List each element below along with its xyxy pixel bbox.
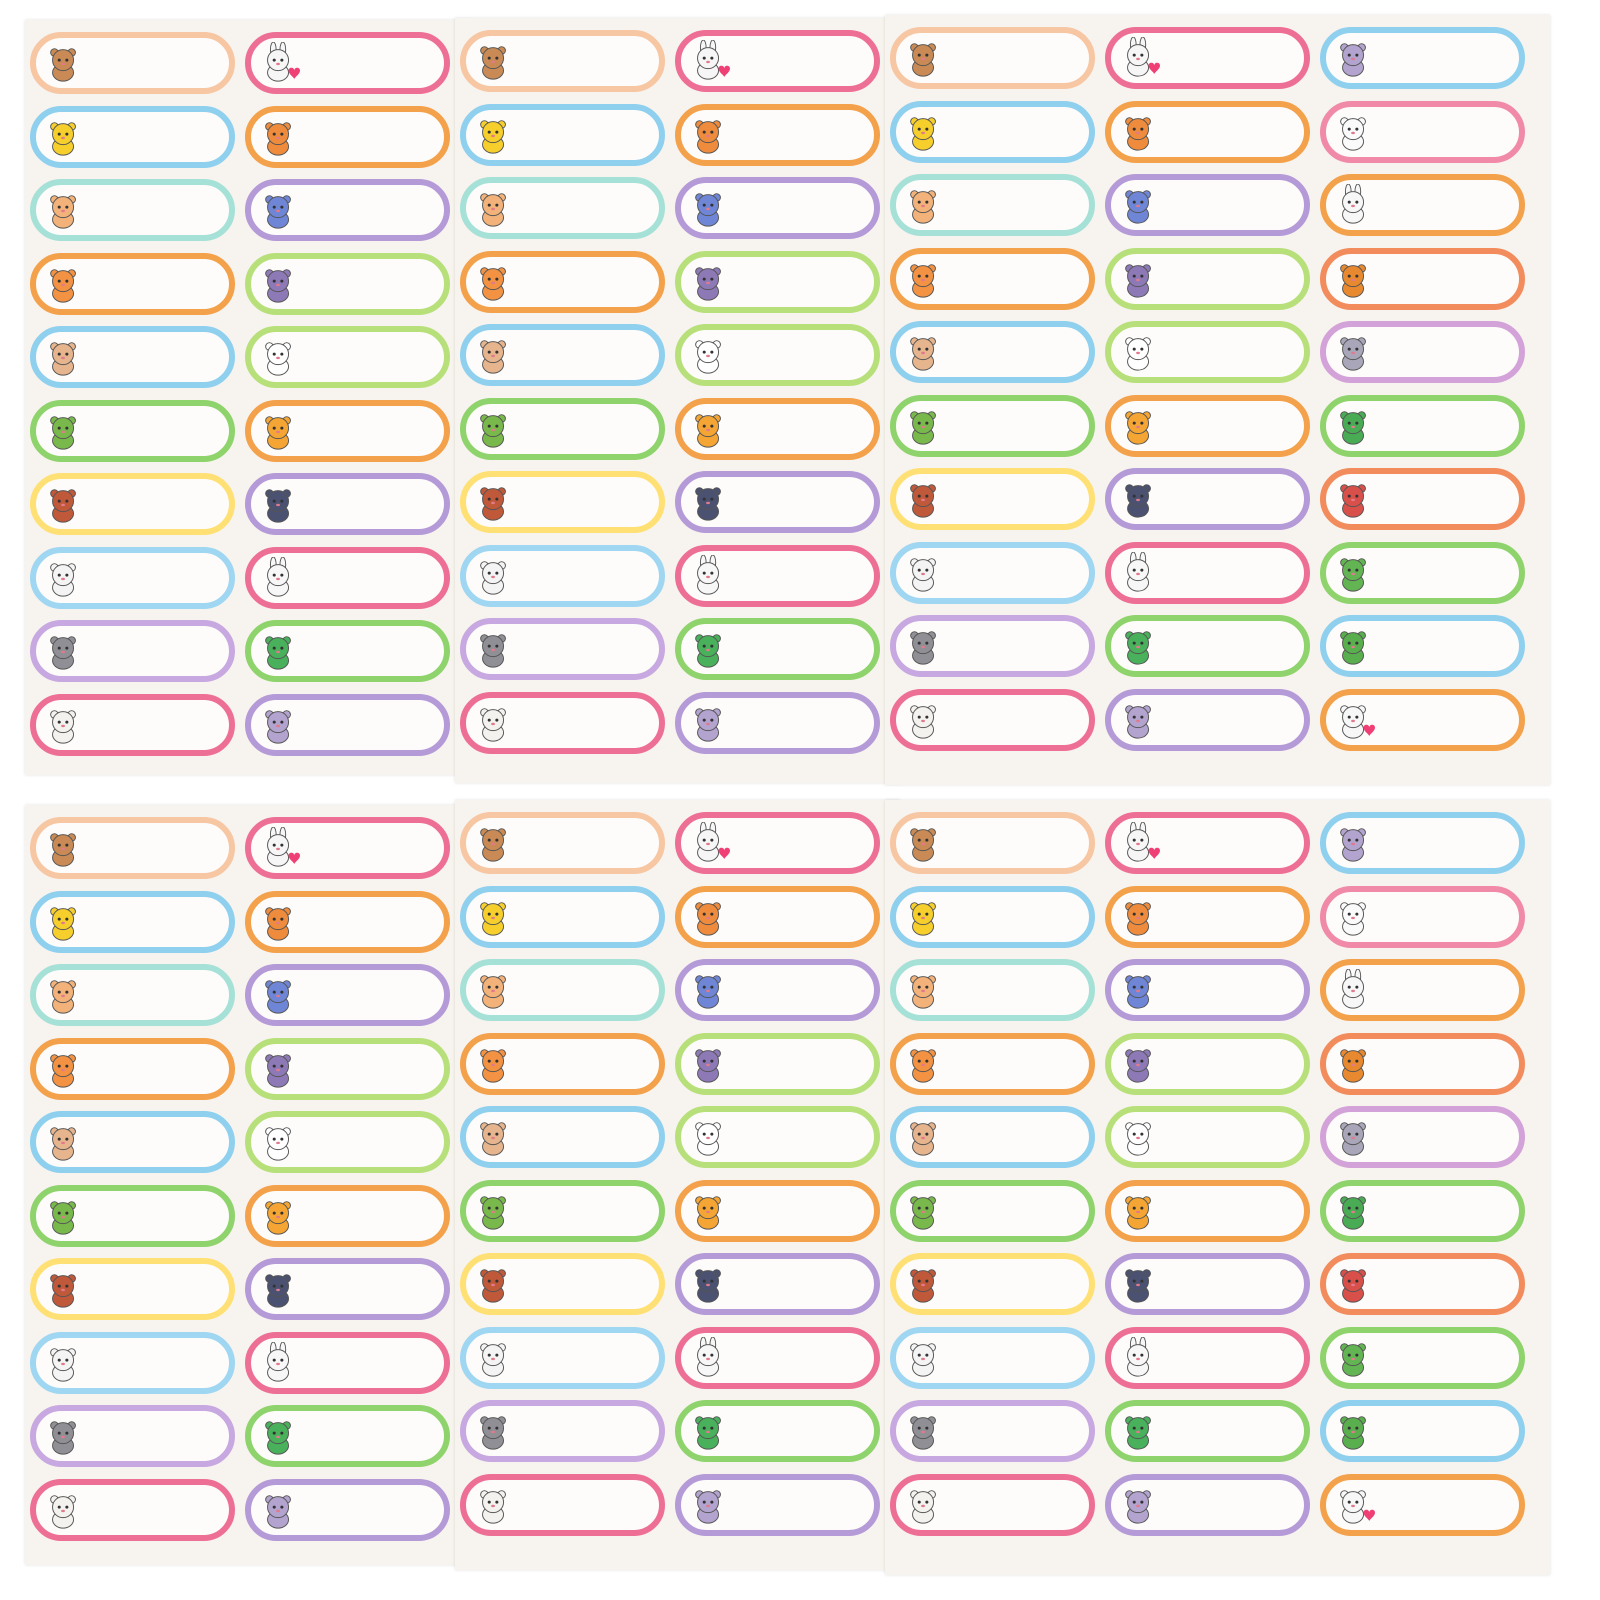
name-label-sticker [1105, 959, 1310, 1021]
name-label-sticker [675, 398, 880, 460]
sheet-bottom-middle [455, 800, 900, 1570]
name-label-sticker [245, 1038, 450, 1100]
name-label-sticker [460, 30, 665, 92]
white-cat-icon [1333, 111, 1375, 153]
name-label-sticker [245, 1405, 450, 1467]
bear-icon [903, 552, 945, 594]
name-label-sticker [675, 959, 880, 1021]
name-label-sticker [1105, 321, 1310, 383]
avocado-icon [473, 1190, 515, 1232]
name-label-sticker [890, 886, 1095, 948]
sheet-top-left [25, 20, 470, 775]
name-label-sticker [245, 547, 450, 609]
name-label-sticker [460, 886, 665, 948]
polar-bear-icon [43, 704, 85, 746]
name-label-sticker [890, 1180, 1095, 1242]
bear-icon [473, 1337, 515, 1379]
name-label-sticker [890, 615, 1095, 677]
avocado-icon [903, 405, 945, 447]
owl-icon [43, 827, 85, 869]
name-label-sticker [30, 179, 235, 241]
name-label-sticker [245, 1479, 450, 1541]
raccoon-icon [43, 1415, 85, 1457]
hamster-icon [43, 974, 85, 1016]
name-label-sticker [890, 395, 1095, 457]
sheet-bottom-right [885, 800, 1550, 1575]
name-label-sticker [460, 471, 665, 533]
panda-icon [258, 1121, 300, 1163]
name-label-sticker [1320, 27, 1525, 89]
name-label-sticker [245, 473, 450, 535]
name-label-sticker [890, 1400, 1095, 1462]
name-label-sticker [675, 104, 880, 166]
name-label-sticker [1105, 1474, 1310, 1536]
bear-icon [43, 557, 85, 599]
name-label-sticker [30, 106, 235, 168]
name-label-sticker [245, 1111, 450, 1173]
polar-bear-icon [473, 1484, 515, 1526]
name-label-sticker [890, 1106, 1095, 1168]
name-label-sticker [1320, 1253, 1525, 1315]
bear-icon [43, 1342, 85, 1384]
hamster-icon [903, 184, 945, 226]
polar-bear-icon [903, 1484, 945, 1526]
astronaut-ufo-icon [1118, 184, 1160, 226]
crocodile-icon [1333, 405, 1375, 447]
bee-icon [903, 111, 945, 153]
panda-icon [258, 336, 300, 378]
dinosaur-icon [1118, 111, 1160, 153]
name-label-sticker [460, 1180, 665, 1242]
monkey-banana-icon [43, 1268, 85, 1310]
sun-sunglasses-icon [1118, 405, 1160, 447]
name-label-sticker [460, 1400, 665, 1462]
monkey-banana-icon [903, 478, 945, 520]
astronaut-ufo-icon [258, 974, 300, 1016]
name-label-sticker [245, 1185, 450, 1247]
bunny-skate-icon [258, 1342, 300, 1384]
elephant-icon [1333, 822, 1375, 864]
name-label-sticker [460, 959, 665, 1021]
name-label-sticker [1320, 321, 1525, 383]
name-label-sticker [1105, 395, 1310, 457]
name-label-sticker [1105, 689, 1310, 751]
name-label-sticker [1320, 812, 1525, 874]
name-label-sticker [890, 101, 1095, 163]
name-label-sticker [460, 1327, 665, 1389]
name-label-sticker [890, 959, 1095, 1021]
bunny-heart-icon [258, 827, 300, 869]
name-label-sticker [1320, 615, 1525, 677]
cat-icon [1118, 1043, 1160, 1085]
name-label-sticker [30, 473, 235, 535]
dinosaur-icon [258, 901, 300, 943]
name-label-sticker [460, 545, 665, 607]
name-label-sticker [1320, 1327, 1525, 1389]
elephant-icon [1118, 699, 1160, 741]
bunny-heart-icon [688, 822, 730, 864]
name-label-sticker [460, 398, 665, 460]
panda-icon [688, 334, 730, 376]
owl-icon [473, 822, 515, 864]
white-cat-icon [1333, 896, 1375, 938]
name-label-sticker [890, 321, 1095, 383]
elephant-icon [1333, 37, 1375, 79]
penguin-icon [1118, 1263, 1160, 1305]
sloth-icon [43, 1121, 85, 1163]
hamster-icon [903, 969, 945, 1011]
cat-icon [688, 1043, 730, 1085]
avocado-icon [43, 410, 85, 452]
raccoon-icon [903, 625, 945, 667]
fox-icon [43, 263, 85, 305]
name-label-sticker [245, 964, 450, 1026]
monkey-banana-icon [473, 1263, 515, 1305]
name-label-sticker [460, 324, 665, 386]
name-label-sticker [460, 177, 665, 239]
sloth-icon [43, 336, 85, 378]
name-label-sticker [675, 1253, 880, 1315]
name-label-sticker [1320, 395, 1525, 457]
name-label-sticker [30, 964, 235, 1026]
name-label-sticker [1105, 1400, 1310, 1462]
cat-icon [258, 1048, 300, 1090]
avocado-icon [473, 408, 515, 450]
bear-icon [903, 1337, 945, 1379]
lion-icon [1333, 1043, 1375, 1085]
sheet-top-middle [455, 18, 900, 783]
raccoon-icon [473, 1410, 515, 1452]
bee-icon [903, 896, 945, 938]
name-label-sticker [890, 1253, 1095, 1315]
bunny-icon [1333, 184, 1375, 226]
elephant-icon [1118, 1484, 1160, 1526]
name-label-sticker [1320, 1033, 1525, 1095]
name-label-sticker [1320, 248, 1525, 310]
name-label-sticker [890, 1327, 1095, 1389]
turtle-skate-icon [1333, 625, 1375, 667]
turtle-skate-icon [1333, 1410, 1375, 1452]
name-label-sticker [30, 620, 235, 682]
crocodile-glasses-icon [1118, 1410, 1160, 1452]
fox-icon [903, 1043, 945, 1085]
name-label-sticker [675, 1180, 880, 1242]
name-label-sticker [675, 251, 880, 313]
name-label-sticker [30, 1111, 235, 1173]
cat-icon [1118, 258, 1160, 300]
name-label-sticker [1320, 1400, 1525, 1462]
name-label-sticker [30, 326, 235, 388]
name-label-sticker [1105, 886, 1310, 948]
sloth-icon [903, 331, 945, 373]
name-label-sticker [1105, 1253, 1310, 1315]
bunny-skate-icon [688, 1337, 730, 1379]
name-label-sticker [30, 400, 235, 462]
name-label-sticker [30, 1038, 235, 1100]
sloth-icon [473, 1116, 515, 1158]
bunny-skate-icon [688, 555, 730, 597]
cat-icon [258, 263, 300, 305]
crocodile-glasses-icon [258, 1415, 300, 1457]
crocodile-glasses-icon [688, 1410, 730, 1452]
elephant-icon [258, 1489, 300, 1531]
bee-icon [473, 896, 515, 938]
name-label-sticker [30, 1258, 235, 1320]
name-label-sticker [30, 1405, 235, 1467]
name-label-sticker [675, 812, 880, 874]
name-label-sticker [30, 32, 235, 94]
name-label-sticker [1320, 101, 1525, 163]
astronaut-ufo-icon [258, 189, 300, 231]
elephant-icon [688, 702, 730, 744]
name-label-sticker [675, 692, 880, 754]
name-label-sticker [675, 1400, 880, 1462]
panda-icon [1118, 331, 1160, 373]
name-label-sticker [1105, 1327, 1310, 1389]
bee-icon [43, 116, 85, 158]
name-label-sticker [675, 1033, 880, 1095]
hamster-icon [43, 189, 85, 231]
sun-sunglasses-icon [688, 1190, 730, 1232]
name-label-sticker [245, 400, 450, 462]
panda-icon [688, 1116, 730, 1158]
astronaut-ufo-icon [688, 187, 730, 229]
name-label-sticker [245, 817, 450, 879]
red-bear-icon [1333, 478, 1375, 520]
bunny-skate-icon [1118, 1337, 1160, 1379]
sun-sunglasses-icon [1118, 1190, 1160, 1232]
sloth-icon [473, 334, 515, 376]
name-label-sticker [460, 251, 665, 313]
crocodile-glasses-icon [688, 628, 730, 670]
name-label-sticker [30, 1479, 235, 1541]
hamster-icon [473, 969, 515, 1011]
name-label-sticker [1105, 27, 1310, 89]
owl-icon [903, 37, 945, 79]
name-label-sticker [460, 1033, 665, 1095]
name-label-sticker [460, 692, 665, 754]
name-label-sticker [245, 694, 450, 756]
penguin-icon [258, 483, 300, 525]
turtle-icon [1333, 1337, 1375, 1379]
name-label-sticker [1320, 886, 1525, 948]
name-label-sticker [460, 812, 665, 874]
name-label-sticker [30, 817, 235, 879]
name-label-sticker [1105, 542, 1310, 604]
name-label-sticker [245, 326, 450, 388]
name-label-sticker [245, 1332, 450, 1394]
name-label-sticker [245, 253, 450, 315]
name-label-sticker [460, 1253, 665, 1315]
name-label-sticker [890, 1474, 1095, 1536]
cat-icon [688, 261, 730, 303]
name-label-sticker [1105, 248, 1310, 310]
bunny-heart-icon [688, 40, 730, 82]
name-label-sticker [1105, 812, 1310, 874]
name-label-sticker [1105, 1106, 1310, 1168]
name-label-sticker [1320, 468, 1525, 530]
name-label-sticker [30, 253, 235, 315]
name-label-sticker [1320, 689, 1525, 751]
name-label-sticker [890, 689, 1095, 751]
name-label-sticker [245, 620, 450, 682]
raccoon-icon [43, 630, 85, 672]
owl-icon [43, 42, 85, 84]
bunny-icon [1333, 969, 1375, 1011]
owl-icon [473, 40, 515, 82]
crocodile-glasses-icon [1118, 625, 1160, 667]
elephant-icon [688, 1484, 730, 1526]
name-label-sticker [460, 104, 665, 166]
name-label-sticker [460, 1474, 665, 1536]
monkey-banana-icon [473, 481, 515, 523]
name-label-sticker [30, 694, 235, 756]
hamster-icon [473, 187, 515, 229]
dinosaur-icon [688, 896, 730, 938]
polar-bear-icon [903, 699, 945, 741]
name-label-sticker [460, 1106, 665, 1168]
astronaut-ufo-icon [1118, 969, 1160, 1011]
raccoon-icon [473, 628, 515, 670]
astronaut-ufo-icon [688, 969, 730, 1011]
fox-icon [43, 1048, 85, 1090]
avocado-icon [43, 1195, 85, 1237]
sloth-icon [903, 1116, 945, 1158]
fox-icon [473, 1043, 515, 1085]
penguin-icon [258, 1268, 300, 1310]
cat-heart-icon [1333, 699, 1375, 741]
bunny-skate-icon [258, 557, 300, 599]
lion-icon [1333, 258, 1375, 300]
bunny-heart-icon [258, 42, 300, 84]
penguin-icon [1118, 478, 1160, 520]
polar-bear-icon [43, 1489, 85, 1531]
dinosaur-icon [1118, 896, 1160, 938]
name-label-sticker [245, 1258, 450, 1320]
raccoon-icon [903, 1410, 945, 1452]
name-label-sticker [245, 32, 450, 94]
sun-sunglasses-icon [258, 1195, 300, 1237]
name-label-sticker [675, 618, 880, 680]
turtle-icon [1333, 552, 1375, 594]
bunny-heart-icon [1118, 37, 1160, 79]
avocado-icon [903, 1190, 945, 1232]
elephant-icon [258, 704, 300, 746]
name-label-sticker [675, 471, 880, 533]
name-label-sticker [245, 106, 450, 168]
name-label-sticker [675, 30, 880, 92]
red-bear-icon [1333, 1263, 1375, 1305]
name-label-sticker [460, 618, 665, 680]
name-label-sticker [890, 1033, 1095, 1095]
monkey-banana-icon [903, 1263, 945, 1305]
name-label-sticker [675, 324, 880, 386]
name-label-sticker [1105, 1180, 1310, 1242]
name-label-sticker [245, 179, 450, 241]
crocodile-glasses-icon [258, 630, 300, 672]
name-label-sticker [1320, 174, 1525, 236]
name-label-sticker [890, 174, 1095, 236]
name-label-sticker [1320, 959, 1525, 1021]
sun-sunglasses-icon [688, 408, 730, 450]
bunny-skate-icon [1118, 552, 1160, 594]
koala-icon [1333, 1116, 1375, 1158]
bunny-heart-icon [1118, 822, 1160, 864]
name-label-sticker [890, 542, 1095, 604]
name-label-sticker [1105, 1033, 1310, 1095]
name-label-sticker [245, 891, 450, 953]
name-label-sticker [1105, 101, 1310, 163]
name-label-sticker [675, 1106, 880, 1168]
sheet-bottom-left [25, 805, 470, 1565]
monkey-banana-icon [43, 483, 85, 525]
name-label-sticker [1105, 174, 1310, 236]
name-label-sticker [1320, 1180, 1525, 1242]
koala-icon [1333, 331, 1375, 373]
cat-heart-icon [1333, 1484, 1375, 1526]
polar-bear-icon [473, 702, 515, 744]
fox-icon [473, 261, 515, 303]
name-label-sticker [30, 891, 235, 953]
name-label-sticker [890, 468, 1095, 530]
name-label-sticker [1320, 1106, 1525, 1168]
name-label-sticker [890, 812, 1095, 874]
name-label-sticker [30, 1332, 235, 1394]
penguin-icon [688, 481, 730, 523]
bear-icon [473, 555, 515, 597]
name-label-sticker [675, 886, 880, 948]
panda-icon [1118, 1116, 1160, 1158]
bee-icon [473, 114, 515, 156]
name-label-sticker [30, 547, 235, 609]
name-label-sticker [1320, 542, 1525, 604]
penguin-icon [688, 1263, 730, 1305]
crocodile-icon [1333, 1190, 1375, 1232]
dinosaur-icon [688, 114, 730, 156]
name-label-sticker [675, 1327, 880, 1389]
name-label-sticker [1105, 615, 1310, 677]
fox-icon [903, 258, 945, 300]
owl-icon [903, 822, 945, 864]
dinosaur-icon [258, 116, 300, 158]
name-label-sticker [675, 177, 880, 239]
name-label-sticker [1105, 468, 1310, 530]
name-label-sticker [30, 1185, 235, 1247]
bee-icon [43, 901, 85, 943]
name-label-sticker [1320, 1474, 1525, 1536]
name-label-sticker [890, 27, 1095, 89]
sheet-top-right [885, 15, 1550, 785]
sun-sunglasses-icon [258, 410, 300, 452]
name-label-sticker [675, 545, 880, 607]
name-label-sticker [890, 248, 1095, 310]
name-label-sticker [675, 1474, 880, 1536]
